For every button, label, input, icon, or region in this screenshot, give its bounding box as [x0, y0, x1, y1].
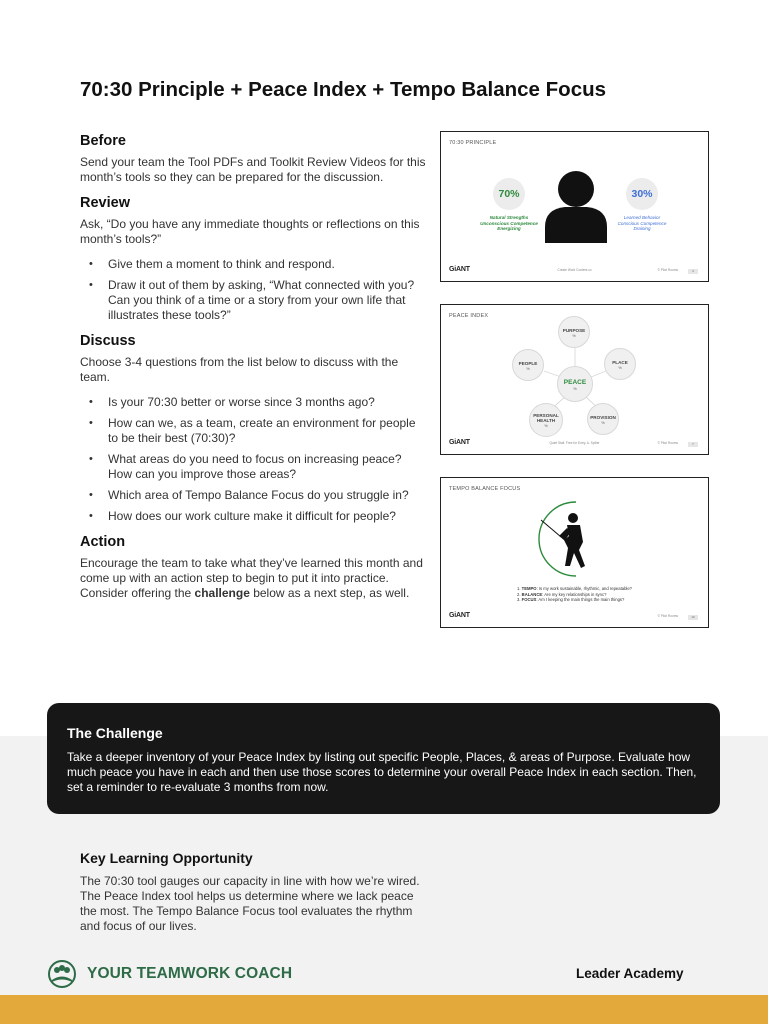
slide-label: PEACE INDEX [449, 313, 489, 319]
giant-logo: GiANT [449, 439, 470, 446]
peace-circle-place [604, 348, 636, 380]
slide-label: TEMPO BALANCE FOCUS [449, 486, 521, 492]
circle-pct: % [526, 366, 530, 371]
right-caption-line: Conscious Competence [617, 220, 667, 226]
left-caption-line: Natural Strengths [489, 215, 529, 220]
giant-logo: GiANT [449, 612, 470, 619]
brand-name: YOUR TEAMWORK COACH [87, 965, 293, 982]
action-text [80, 556, 428, 601]
peace-center-label: PEACE [563, 379, 587, 386]
left-caption-line: Energizing [497, 226, 521, 232]
action-heading: Action [80, 534, 126, 550]
tempo-item-num: 1. [517, 586, 521, 591]
review-text: Ask, “Do you have any immediate thoughts or reflections on this month’s tools?” [80, 217, 420, 246]
tempo-item [517, 597, 632, 603]
peace-circle-people [512, 349, 544, 381]
golfer-swing-icon [533, 498, 619, 580]
discuss-question: • What areas do you need to focus on increasing peace? How can you improve those areas? [80, 452, 428, 482]
slide-7030-principle [440, 131, 709, 282]
brand-logo [47, 960, 292, 988]
right-caption [602, 215, 682, 232]
action-text-end: below as a next step, as well. [249, 586, 410, 600]
before-section [80, 133, 428, 185]
action-text-start: Encourage the team to take what they’ve learned this month and come up with an action step to begin to put it into practice. Consider offering the [80, 556, 423, 600]
percent-bubble-left [493, 178, 525, 210]
discuss-question: • Is your 70:30 better or worse since 3 months ago? [80, 395, 428, 410]
discuss-section [80, 333, 428, 524]
slide-footer: Create Work Content.co [557, 268, 592, 272]
tempo-item-key: TEMPO [521, 586, 537, 591]
slide-footer-right: © Pilot Rooms [657, 614, 678, 618]
tempo-item-text: : Are my key relationships in sync? [542, 591, 607, 597]
action-text-bold: challenge [194, 586, 250, 600]
slide-page-number: 7 [688, 442, 698, 447]
circle-name: PLACE [612, 360, 628, 365]
klo-heading: Key Learning Opportunity [80, 850, 253, 866]
left-caption [469, 215, 549, 232]
review-section [80, 195, 428, 323]
challenge-box [47, 703, 720, 814]
slide-label: 70:30 PRINCIPLE [449, 140, 497, 146]
right-caption-line: Draining [633, 226, 651, 232]
slide-page-number: 3 [688, 269, 698, 274]
right-caption-line: Learned Behavior [623, 215, 661, 220]
percent-70: 70% [498, 188, 520, 200]
challenge-heading: The Challenge [67, 725, 163, 741]
tempo-item-text: : Is my work sustainable, rhythmic, and repeatable? [536, 586, 632, 591]
key-learning-section [80, 850, 430, 934]
discuss-question: • How does our work culture make it difficult for people? [80, 509, 428, 524]
circle-name: PROVISION [590, 415, 616, 420]
circle-pct: % [601, 420, 605, 425]
action-section [80, 534, 428, 601]
discuss-list [80, 395, 428, 524]
left-caption-line: Unconscious Competence [480, 220, 538, 226]
footer-accent-bar [0, 995, 768, 1024]
review-heading: Review [80, 195, 130, 211]
challenge-text: Take a deeper inventory of your Peace Index by listing out specific People, Places, & areas of Purpose. Evaluate how much peace you have in each and then use those scores to determine your overall Peace Index in each section. Then, set a reminder to re-evaluate 3 months from now. [67, 750, 697, 794]
circle-name: PERSONAL HEALTH [533, 413, 559, 423]
circle-name: PEOPLE [518, 361, 538, 366]
peace-circle-personal-health [529, 403, 563, 437]
slide-page-number: 10 [688, 615, 698, 620]
tempo-item-text: : Am I keeping the main things the main things? [536, 597, 625, 603]
slide-footer-right: © Pilot Rooms [657, 268, 678, 272]
circle-pct: % [572, 333, 576, 338]
circle-pct: % [544, 423, 548, 428]
tempo-item-key: FOCUS [521, 597, 537, 603]
before-text: Send your team the Tool PDFs and Toolkit Review Videos for this month’s tools so they can be prepared for the discussion. [80, 155, 426, 184]
before-heading: Before [80, 133, 126, 149]
discuss-text: Choose 3-4 questions from the list below to discuss with the team. [80, 355, 399, 384]
peace-circle-provision [587, 403, 619, 435]
person-icon [543, 169, 609, 243]
team-logo-icon [47, 960, 77, 988]
tempo-list [517, 586, 632, 603]
review-bullet: • Give them a moment to think and respond. [80, 257, 428, 272]
discuss-question: • How can we, as a team, create an environment for people to be their best (70:30)? [80, 416, 428, 446]
slide-tempo-balance-focus [440, 477, 709, 628]
slide-peace-index [440, 304, 709, 455]
slide-footer: Quiet Stall. Free for Entry. A. Spiller [549, 441, 600, 445]
klo-text: The 70:30 tool gauges our capacity in line with how we’re wired. The Peace Index tool helps us determine where we lack peace the most. The Tempo Balance Focus tool evaluates the rhythm and focus of our lives. [80, 874, 420, 933]
percent-30: 30% [631, 188, 653, 200]
giant-logo: GiANT [449, 266, 470, 273]
circle-name: PURPOSE [562, 328, 586, 333]
slide-footer-right: © Pilot Rooms [657, 441, 678, 445]
discuss-heading: Discuss [80, 333, 136, 349]
tempo-item-key: BALANCE [521, 591, 543, 597]
guide-column [80, 133, 428, 611]
tempo-item-num: 2. [517, 591, 521, 597]
discuss-question: • Which area of Tempo Balance Focus do you struggle in? [80, 488, 428, 503]
peace-circle-center [557, 366, 593, 402]
percent-bubble-right [626, 178, 658, 210]
circle-pct: % [618, 365, 622, 370]
peace-circle-purpose [558, 316, 590, 348]
review-list [80, 257, 428, 323]
tempo-item-num: 3. [517, 597, 521, 603]
page-title: 70:30 Principle + Peace Index + Tempo Balance Focus [80, 78, 607, 101]
circle-pct: % [573, 386, 577, 391]
review-bullet: • Draw it out of them by asking, “What connected with you? Can you think of a time or a story from your own life that illustrates these tools?” [80, 278, 428, 323]
leader-academy-label: Leader Academy [576, 966, 684, 981]
